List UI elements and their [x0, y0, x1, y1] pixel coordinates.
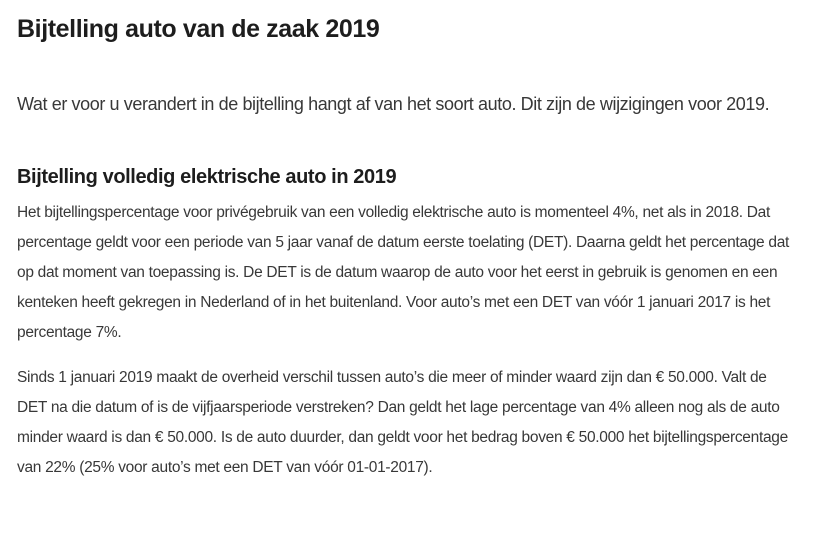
page-title: Bijtelling auto van de zaak 2019 [17, 15, 380, 43]
section-elektrische-auto [17, 165, 792, 483]
intro-paragraph: Wat er voor u verandert in de bijtelling hangt af van het soort auto. Dit zijn de wijzigingen voor 2019. [17, 94, 770, 114]
section-paragraph-1: Het bijtellingspercentage voor privégebruik van een volledig elektrische auto is momenteel 4%, net als in 2018. Dat percentage geldt voor een periode van 5 jaar vanaf de datum eerste toelating (DET). Daarna geldt het percentage dat op dat moment van toepassing is. De DET is de datum waarop de auto voor het eerst in gebruik is genomen en een kenteken heeft gekregen in Nederland of in het buitenland. Voor auto’s met een DET van vóór 1 januari 2017 is het percentage 7%. [17, 204, 790, 341]
section-heading: Bijtelling volledig elektrische auto in 2019 [17, 166, 397, 188]
section-paragraph-2: Sinds 1 januari 2019 maakt de overheid verschil tussen auto’s die meer of minder waard zijn dan € 50.000. Valt de DET na die datum of is de vijfjaarsperiode verstreken? Dan geldt het lage percentage van 4% alleen nog als de auto minder waard is dan € 50.000. Is de auto duurder, dan geldt voor het bedrag boven € 50.000 het bijtellingspercentage van 22% (25% voor auto’s met een DET van vóór 01-01-2017). [17, 369, 788, 476]
